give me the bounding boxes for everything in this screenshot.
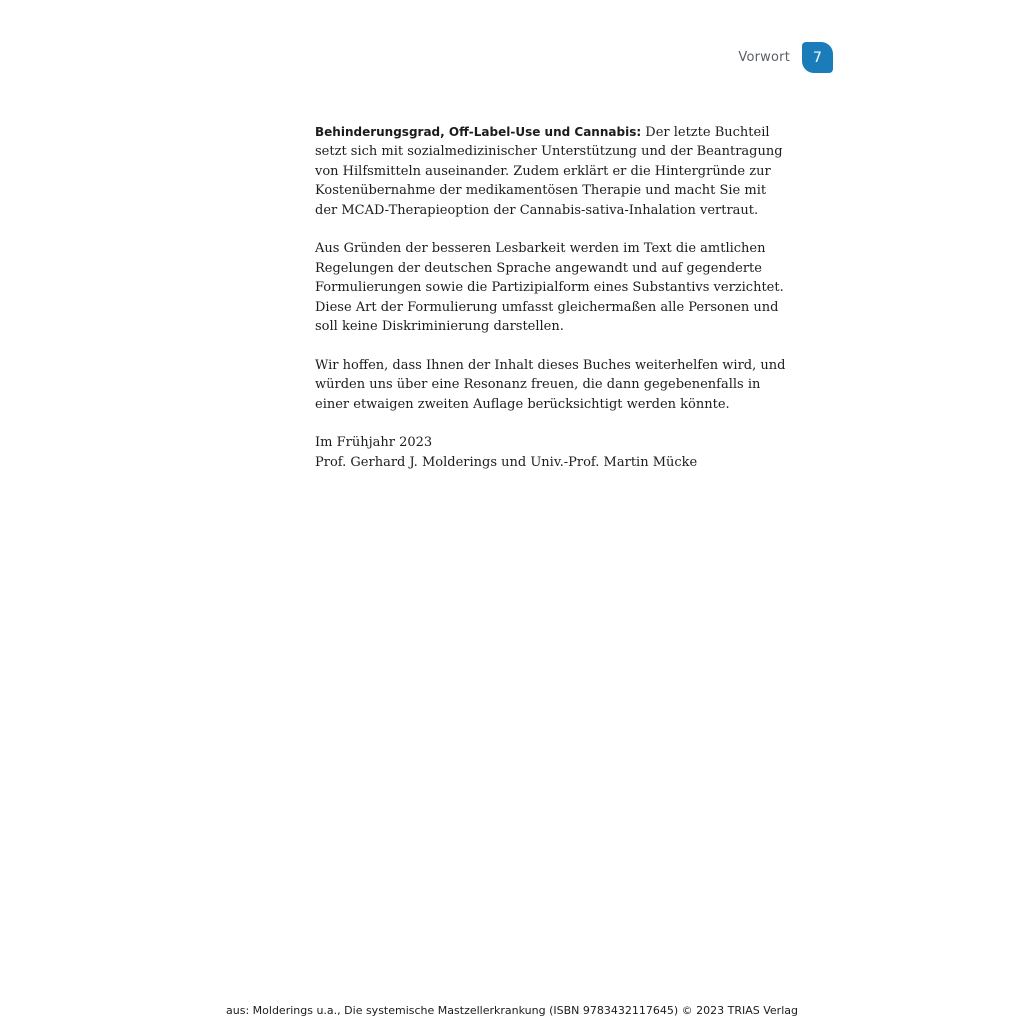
- paragraph-2: Aus Gründen der besseren Lesbarkeit werden im Text die amtlichen Regelungen der deutschen Sprache angewandt und auf gegenderte Formulierungen sowie die Partizipialform eines Substantivs verzichtet. Diese Art der Formulierung umfasst gleichermaßen alle Personen und soll keine Diskriminierung darstellen.: [315, 241, 784, 335]
- paragraph-lead-term: Behinderungsgrad, Off-Label-Use und Cannabis:: [315, 125, 642, 139]
- paragraph-3: Wir hoffen, dass Ihnen der Inhalt dieses Buches weiterhelfen wird, und würden uns über eine Resonanz freuen, die dann gegebenenfalls in einer etwaigen zweiten Auflage berücksichtigt werden könnte.: [315, 357, 786, 412]
- page-header: [738, 42, 833, 73]
- signature-block: [315, 433, 789, 472]
- signature-authors: Prof. Gerhard J. Molderings und Univ.-Prof. Martin Mücke: [315, 454, 698, 470]
- paragraph-1: [315, 123, 789, 220]
- body-text: [315, 123, 789, 472]
- footer-citation: aus: Molderings u.a., Die systemische Mastzellerkrankung (ISBN 9783432117645) © 2023 TRIAS Verlag: [226, 1004, 798, 1017]
- signature-date: Im Frühjahr 2023: [315, 435, 433, 451]
- paragraph-1-body: Der letzte Buchteil setzt sich mit sozialmedizinischer Unterstützung und der Beantragung von Hilfsmitteln auseinander. Zudem erklärt er die Hintergründe zur Kostenübernahme der medikamentösen Therapie und macht Sie mit der MCAD-Therapieoption der Cannabis-sativa-Inhalation vertraut.: [315, 125, 783, 218]
- section-title: Vorwort: [738, 50, 790, 65]
- page-number-badge: 7: [802, 42, 833, 73]
